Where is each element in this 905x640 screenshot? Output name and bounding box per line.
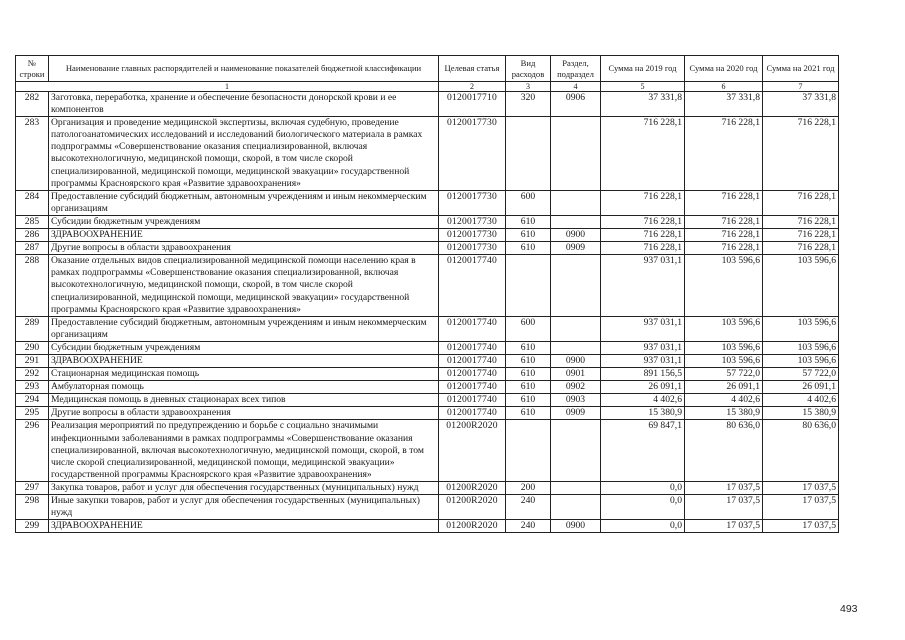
section-cell (551, 481, 601, 494)
sum-2021-cell: 17 037,5 (763, 520, 839, 533)
table-row (16, 190, 839, 215)
sum-2020-cell: 716 228,1 (685, 242, 763, 255)
sum-2019-cell: 716 228,1 (601, 190, 685, 215)
table-row (16, 420, 839, 481)
sum-2021-cell: 15 380,9 (763, 407, 839, 420)
expense-type-cell: 240 (506, 495, 551, 520)
column-number: 5 (601, 82, 685, 92)
section-cell (551, 341, 601, 354)
section-cell: 0901 (551, 368, 601, 381)
target-article-cell: 01200R2020 (439, 495, 506, 520)
sum-2019-cell: 716 228,1 (601, 215, 685, 228)
sum-2019-cell: 15 380,9 (601, 407, 685, 420)
sum-2020-cell: 37 331,8 (685, 92, 763, 117)
table-row (16, 520, 839, 533)
sum-2019-cell: 891 156,5 (601, 368, 685, 381)
name-cell: Субсидии бюджетным учреждениям (49, 341, 439, 354)
target-article-cell: 0120017740 (439, 354, 506, 367)
name-cell: Оказание отдельных видов специализированной медицинской помощи населению края в рамках подпрограммы «Совершенствование оказания специализированной, включая высокотехнологичную, медицинской помощи, скорой, в том числе скорой специализированной, медицинской помощи, медицинской эвакуации» государственной программы Красноярского края «Развитие здравоохранения» (49, 255, 439, 316)
name-cell: Амбулаторная помощь (49, 381, 439, 394)
sum-2019-cell: 937 031,1 (601, 341, 685, 354)
row-number-cell: 299 (16, 520, 49, 533)
expense-type-cell: 200 (506, 481, 551, 494)
row-number-cell: 285 (16, 215, 49, 228)
expense-type-cell: 600 (506, 190, 551, 215)
target-article-cell: 0120017740 (439, 407, 506, 420)
sum-2021-cell: 716 228,1 (763, 117, 839, 191)
sum-2019-cell: 0,0 (601, 520, 685, 533)
row-number-cell: 290 (16, 341, 49, 354)
sum-2021-cell: 17 037,5 (763, 481, 839, 494)
row-number-cell: 295 (16, 407, 49, 420)
header-name: Наименование главных распорядителей и наименование показателей бюджетной классификации (49, 56, 439, 82)
expense-type-cell: 240 (506, 520, 551, 533)
sum-2021-cell: 716 228,1 (763, 229, 839, 242)
name-cell: Реализация мероприятий по предупреждению и борьбе с социально значимыми инфекционными заболеваниями в рамках подпрограммы «Совершенствование оказания специализированной, включая высокотехнологичную, медицинской помощи, скорой, в том числе скорой специализированной, медицинской помощи, медицинской эвакуации» государственной программы Красноярского края «Развитие здравоохранения» (49, 420, 439, 481)
name-cell: Заготовка, переработка, хранение и обеспечение безопасности донорской крови и ее компонентов (49, 92, 439, 117)
name-cell: Другие вопросы в области здравоохранения (49, 242, 439, 255)
target-article-cell: 0120017740 (439, 341, 506, 354)
column-number: 3 (506, 82, 551, 92)
header-section: Раздел, подраздел (551, 56, 601, 82)
target-article-cell: 0120017730 (439, 215, 506, 228)
row-number-cell: 282 (16, 92, 49, 117)
name-cell: ЗДРАВООХРАНЕНИЕ (49, 229, 439, 242)
sum-2019-cell: 937 031,1 (601, 255, 685, 316)
sum-2020-cell: 716 228,1 (685, 117, 763, 191)
row-number-cell: 292 (16, 368, 49, 381)
column-number: 2 (439, 82, 506, 92)
name-cell: Организация и проведение медицинской экспертизы, включая судебную, проведение патологоанатомических исследований и исследований биологического материала в рамках подпрограммы «Совершенствование оказания специализированной, включая высокотехнологичную, медицинской помощи, скорой, в том числе скорой специализированной, медицинской помощи, медицинской эвакуации» государственной программы Красноярского края «Развитие здравоохранения» (49, 117, 439, 191)
table-header-row (16, 56, 839, 82)
column-number: 1 (16, 82, 439, 92)
section-cell: 0900 (551, 229, 601, 242)
sum-2021-cell: 103 596,6 (763, 354, 839, 367)
sum-2019-cell: 716 228,1 (601, 117, 685, 191)
table-row (16, 407, 839, 420)
header-sum-2019: Сумма на 2019 год (601, 56, 685, 82)
page-number: 493 (840, 603, 858, 615)
sum-2019-cell: 37 331,8 (601, 92, 685, 117)
row-number-cell: 283 (16, 117, 49, 191)
expense-type-cell: 610 (506, 381, 551, 394)
table-row (16, 481, 839, 494)
row-number-cell: 286 (16, 229, 49, 242)
sum-2019-cell: 937 031,1 (601, 316, 685, 341)
expense-type-cell: 320 (506, 92, 551, 117)
column-number: 7 (763, 82, 839, 92)
sum-2020-cell: 17 037,5 (685, 520, 763, 533)
section-cell (551, 215, 601, 228)
budget-table (15, 55, 839, 533)
sum-2021-cell: 103 596,6 (763, 255, 839, 316)
expense-type-cell: 610 (506, 229, 551, 242)
name-cell: Субсидии бюджетным учреждениям (49, 215, 439, 228)
section-cell (551, 117, 601, 191)
table-row (16, 316, 839, 341)
section-cell (551, 255, 601, 316)
target-article-cell: 0120017740 (439, 394, 506, 407)
column-numbers-row (16, 82, 839, 92)
name-cell: Медицинская помощь в дневных стационарах всех типов (49, 394, 439, 407)
section-cell: 0909 (551, 407, 601, 420)
target-article-cell: 01200R2020 (439, 420, 506, 481)
section-cell: 0902 (551, 381, 601, 394)
sum-2020-cell: 4 402,6 (685, 394, 763, 407)
name-cell: Предоставление субсидий бюджетным, автономным учреждениям и иным некоммерческим организациям (49, 190, 439, 215)
expense-type-cell: 610 (506, 368, 551, 381)
section-cell: 0903 (551, 394, 601, 407)
sum-2019-cell: 716 228,1 (601, 229, 685, 242)
row-number-cell: 287 (16, 242, 49, 255)
sum-2021-cell: 716 228,1 (763, 190, 839, 215)
sum-2021-cell: 80 636,0 (763, 420, 839, 481)
row-number-cell: 289 (16, 316, 49, 341)
sum-2020-cell: 80 636,0 (685, 420, 763, 481)
section-cell: 0906 (551, 92, 601, 117)
table-row (16, 92, 839, 117)
sum-2019-cell: 0,0 (601, 481, 685, 494)
sum-2021-cell: 103 596,6 (763, 316, 839, 341)
row-number-cell: 293 (16, 381, 49, 394)
name-cell: Иные закупки товаров, работ и услуг для обеспечения государственных (муниципальных) нужд (49, 495, 439, 520)
sum-2021-cell: 716 228,1 (763, 215, 839, 228)
sum-2021-cell: 37 331,8 (763, 92, 839, 117)
sum-2019-cell: 0,0 (601, 495, 685, 520)
expense-type-cell: 610 (506, 215, 551, 228)
expense-type-cell: 600 (506, 316, 551, 341)
section-cell: 0900 (551, 354, 601, 367)
sum-2021-cell: 26 091,1 (763, 381, 839, 394)
sum-2020-cell: 716 228,1 (685, 190, 763, 215)
header-row-number: № строки (16, 56, 49, 82)
sum-2020-cell: 17 037,5 (685, 495, 763, 520)
sum-2020-cell: 103 596,6 (685, 255, 763, 316)
table-row (16, 229, 839, 242)
sum-2020-cell: 716 228,1 (685, 229, 763, 242)
table-row (16, 341, 839, 354)
target-article-cell: 0120017710 (439, 92, 506, 117)
sum-2019-cell: 26 091,1 (601, 381, 685, 394)
expense-type-cell: 610 (506, 242, 551, 255)
sum-2021-cell: 57 722,0 (763, 368, 839, 381)
section-cell (551, 420, 601, 481)
target-article-cell: 0120017730 (439, 242, 506, 255)
table-row (16, 354, 839, 367)
sum-2019-cell: 4 402,6 (601, 394, 685, 407)
row-number-cell: 298 (16, 495, 49, 520)
sum-2020-cell: 57 722,0 (685, 368, 763, 381)
section-cell (551, 190, 601, 215)
sum-2020-cell: 103 596,6 (685, 354, 763, 367)
row-number-cell: 288 (16, 255, 49, 316)
target-article-cell: 0120017730 (439, 229, 506, 242)
section-cell (551, 316, 601, 341)
sum-2020-cell: 716 228,1 (685, 215, 763, 228)
name-cell: Закупка товаров, работ и услуг для обеспечения государственных (муниципальных) нужд (49, 481, 439, 494)
sum-2021-cell: 17 037,5 (763, 495, 839, 520)
sum-2019-cell: 716 228,1 (601, 242, 685, 255)
row-number-cell: 284 (16, 190, 49, 215)
table-row (16, 381, 839, 394)
name-cell: Другие вопросы в области здравоохранения (49, 407, 439, 420)
sum-2020-cell: 103 596,6 (685, 316, 763, 341)
sum-2020-cell: 103 596,6 (685, 341, 763, 354)
expense-type-cell: 610 (506, 394, 551, 407)
target-article-cell: 0120017740 (439, 368, 506, 381)
target-article-cell: 0120017730 (439, 190, 506, 215)
section-cell: 0909 (551, 242, 601, 255)
expense-type-cell: 610 (506, 407, 551, 420)
table-row (16, 495, 839, 520)
header-target-article: Целевая статья (439, 56, 506, 82)
target-article-cell: 0120017740 (439, 255, 506, 316)
row-number-cell: 296 (16, 420, 49, 481)
sum-2020-cell: 15 380,9 (685, 407, 763, 420)
expense-type-cell (506, 117, 551, 191)
section-cell (551, 495, 601, 520)
expense-type-cell (506, 255, 551, 316)
target-article-cell: 01200R2020 (439, 481, 506, 494)
target-article-cell: 0120017730 (439, 117, 506, 191)
name-cell: ЗДРАВООХРАНЕНИЕ (49, 354, 439, 367)
column-number: 6 (685, 82, 763, 92)
table-row (16, 255, 839, 316)
name-cell: Стационарная медицинская помощь (49, 368, 439, 381)
sum-2019-cell: 69 847,1 (601, 420, 685, 481)
table-row (16, 215, 839, 228)
target-article-cell: 0120017740 (439, 381, 506, 394)
sum-2021-cell: 103 596,6 (763, 341, 839, 354)
name-cell: ЗДРАВООХРАНЕНИЕ (49, 520, 439, 533)
expense-type-cell (506, 420, 551, 481)
sum-2020-cell: 17 037,5 (685, 481, 763, 494)
table-row (16, 117, 839, 191)
row-number-cell: 294 (16, 394, 49, 407)
header-sum-2020: Сумма на 2020 год (685, 56, 763, 82)
table-row (16, 368, 839, 381)
name-cell: Предоставление субсидий бюджетным, автономным учреждениям и иным некоммерческим организациям (49, 316, 439, 341)
row-number-cell: 291 (16, 354, 49, 367)
row-number-cell: 297 (16, 481, 49, 494)
expense-type-cell: 610 (506, 354, 551, 367)
header-sum-2021: Сумма на 2021 год (763, 56, 839, 82)
sum-2021-cell: 4 402,6 (763, 394, 839, 407)
column-number: 4 (551, 82, 601, 92)
expense-type-cell: 610 (506, 341, 551, 354)
table-row (16, 394, 839, 407)
header-expense-type: Вид расходов (506, 56, 551, 82)
target-article-cell: 0120017740 (439, 316, 506, 341)
sum-2021-cell: 716 228,1 (763, 242, 839, 255)
table-body (16, 92, 839, 533)
table-row (16, 242, 839, 255)
sum-2020-cell: 26 091,1 (685, 381, 763, 394)
target-article-cell: 01200R2020 (439, 520, 506, 533)
section-cell: 0900 (551, 520, 601, 533)
sum-2019-cell: 937 031,1 (601, 354, 685, 367)
